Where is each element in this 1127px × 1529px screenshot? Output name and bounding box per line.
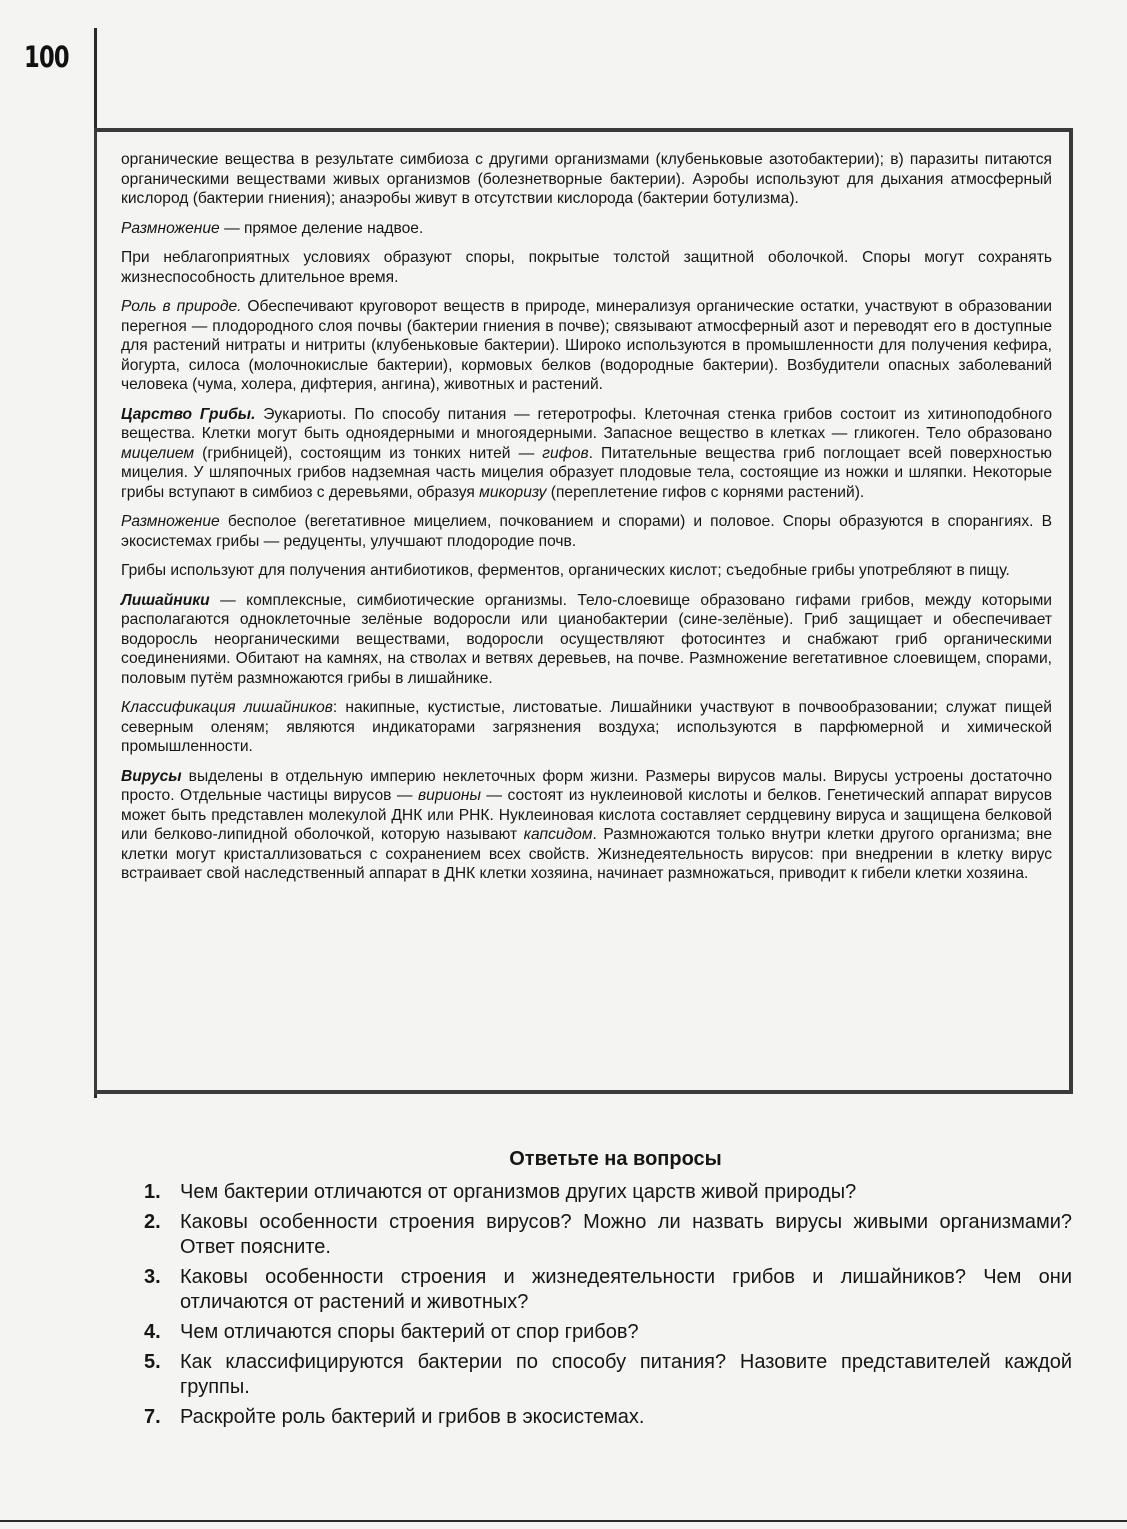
question-text: Чем бактерии отличаются от организмов других царств живой природы? (180, 1181, 857, 1203)
paragraph-text: (переплетение гифов с корнями растений). (546, 483, 865, 501)
paragraph-text: . Питательные вещества гриб поглощает всей поверхностью мицелия. У шляпочных грибов надземная часть мицелия образует плодовые тела, состоящие из ножки и шляпки. Некоторые грибы вступают в симбиоз с деревьями, образуя (121, 444, 1052, 501)
box-paragraph (121, 405, 1052, 503)
question-text: Каковы особенности строения и жизнедеятельности грибов и лишайников? Чем они отличаются от растений и животных? (180, 1266, 1072, 1313)
info-box (94, 128, 1073, 1094)
paragraph-text: — состоят из нуклеиновой кислоты и белков. Генетический аппарат вирусов может быть представлен молекулой ДНК или РНК. Нуклеиновая кислота составляет сердцевину вируса и защищена белковой или белково-липидной оболочкой, которую называют (121, 787, 1052, 843)
italic-term: Размножение (121, 513, 220, 530)
box-paragraph (121, 767, 1052, 884)
question-text: Как классифицируются бактерии по способу питания? Назовите представителей каждой группы. (180, 1351, 1072, 1398)
paragraph-text: При неблагоприятных условиях образуют споры, покрытые толстой защитной оболочкой. Споры могут сохранять жизнеспособность длительное время. (121, 249, 1052, 286)
box-paragraph (121, 219, 1052, 239)
question-text: Каковы особенности строения вирусов? Можно ли назвать вирусы живыми организмами? Ответ поясните. (180, 1211, 1072, 1258)
question-item (144, 1265, 1072, 1315)
page-number: 100 (24, 40, 69, 74)
paragraph-text: . Размножаются только внутри клетки другого организма; вне клетки могут кристаллизоваться с сохранением всех свойств. Жизнедеятельность вирусов: при внедрении в клетку вирус встраивает свой наследственный аппарат в ДНК клетки хозяина, начинает размножаться, приводит к гибели клетки хозяина. (121, 826, 1053, 882)
question-item (144, 1180, 1072, 1205)
question-number: 4. (144, 1321, 161, 1343)
box-paragraph (121, 698, 1052, 757)
paragraph-text: : накипные, кустистые, листоватые. Лишайники участвуют в почвообразовании; служат пищей северным оленям; являются индикаторами загрязнения воздуха; используются в парфюмерной и химической промышленности. (121, 699, 1052, 755)
question-item (144, 1210, 1072, 1260)
italic-term: Размножение (121, 219, 220, 237)
box-paragraph (121, 512, 1052, 551)
paragraph-text: выделены в отдельную империю неклеточных форм жизни. Размеры вирусов малы. Вирусы устроены достаточно просто. Отдельные частицы вирусов — (121, 767, 1052, 804)
paragraph-text: бесполое (вегетативное мицелием, почкованием и спорами) и половое. Споры образуются в спорангиях. В экосистемах грибы — редуценты, улучшают плодородие почв. (121, 513, 1052, 550)
paragraph-text: (грибницей), состоящим из тонких нитей — (194, 444, 543, 462)
italic-term: вирионы (418, 787, 481, 804)
section-term: Лишайники (121, 591, 210, 609)
italic-term: Роль в природе. (121, 298, 242, 315)
paragraph-text: Обеспечивают круговорот веществ в природе, минерализуя органические остатки, участвуют в образовании перегноя — плодородного слоя почвы (бактерии гниения в почве); связывают атмосферный азот и переводят его в доступные для растений нитраты и нитриты (клубеньковые бактерии). Широко используются в промышленности для получения кефира, йогурта, силоса (молочнокислые бактерии), кормовых белков (водородные бактерии). Возбудители опасных заболеваний человека (чума, холера, дифтерия, ангина), животных и растений. (121, 298, 1052, 393)
section-term: Вирусы (121, 767, 182, 785)
paragraph-text: — прямое деление надвое. (219, 219, 424, 237)
question-number: 2. (144, 1211, 161, 1233)
italic-term: Классификация лишайников (121, 699, 333, 716)
question-text: Чем отличаются споры бактерий от спор грибов? (180, 1321, 639, 1343)
question-item (144, 1320, 1072, 1345)
questions-heading (72, 1148, 1127, 1171)
question-number: 5. (144, 1351, 161, 1373)
question-item (144, 1350, 1072, 1400)
box-paragraph (121, 561, 1052, 581)
box-paragraph (121, 248, 1052, 287)
questions-list (144, 1180, 1072, 1435)
italic-term: микоризу (479, 483, 547, 501)
box-paragraph (121, 150, 1052, 209)
paragraph-text: — комплексные, симбиотические организмы. Тело-слоевище образовано гифами грибов, между которыми располагаются одноклеточные зелёные водоросли или цианобактерии (сине-зелёные). Гриб защищает и обеспечивает водоросль неорганическими веществами, водоросли осуществляют фотосинтез и снабжают гриб органическими соединениями. Обитают на камнях, на стволах и ветвях деревьев, на почве. Размножение вегетативное слоевищем, спорами, половым путём размножаются грибы в лишайнике. (121, 591, 1052, 687)
italic-term: мицелием (121, 444, 195, 462)
paragraph-text: Эукариоты. По способу питания — гетеротрофы. Клеточная стенка грибов состоит из хитиноподобного вещества. Клетки могут быть одноядерными и многоядерными. Запасное вещество в клетках — гликоген. Тело образовано (121, 405, 1052, 442)
section-term: Царство Грибы. (121, 405, 256, 423)
info-box-content (121, 150, 1052, 894)
paragraph-text: органические вещества в результате симбиоза с другими организмами (клубеньковые азотобактерии); в) паразиты питаются органическими веществами живых организмов (болезнетворные бактерии). Аэробы используют для дыхания атмосферный кислород (бактерии гниения); анаэробы живут в отсутствии кислорода (бактерии ботулизма). (121, 151, 1052, 207)
paragraph-text: Грибы используют для получения антибиотиков, ферментов, органических кислот; съедобные грибы употребляют в пищу. (121, 562, 1010, 579)
italic-term: гифов (542, 444, 589, 462)
question-number: 1. (144, 1181, 161, 1203)
question-number: 3. (144, 1266, 161, 1288)
box-paragraph (121, 297, 1052, 395)
box-paragraph (121, 591, 1052, 689)
question-text: Раскройте роль бактерий и грибов в экосистемах. (180, 1406, 645, 1428)
question-number: 7. (144, 1406, 161, 1428)
question-item (144, 1405, 1072, 1430)
italic-term: капсидом (523, 826, 593, 843)
questions-title: Ответьте на вопросы (509, 1148, 722, 1170)
bottom-rule (0, 1520, 1127, 1522)
